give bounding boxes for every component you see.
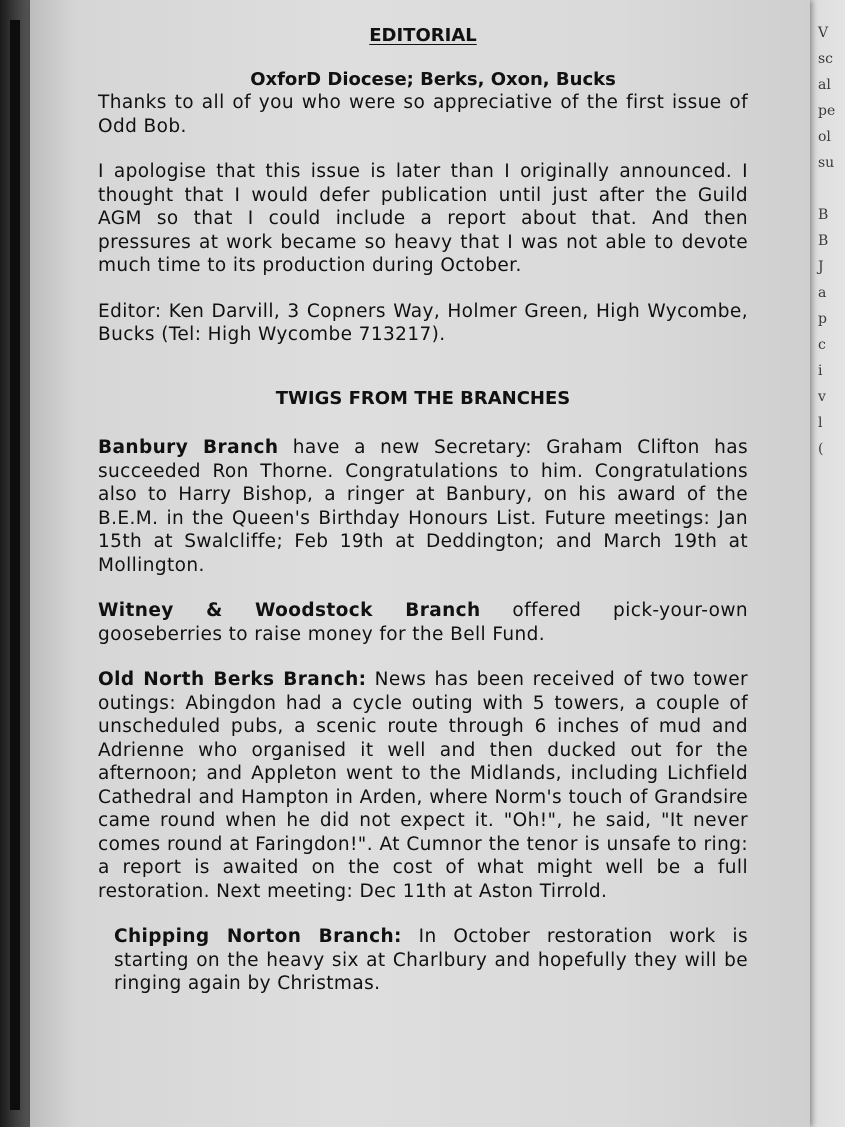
branch-item-witney bbox=[98, 599, 748, 646]
newsletter-page bbox=[30, 0, 810, 1127]
branch-text: offered pick-your-own gooseberries to raise money for the Bell Fund. bbox=[98, 600, 748, 645]
show-through-watermark bbox=[80, 1000, 97, 1046]
editorial-paragraph-1: Thanks to all of you who were so appreciative of the first issue of Odd Bob. bbox=[98, 92, 748, 137]
adjacent-page-text: V sc al pe ol su B B J a p c i v l ( bbox=[818, 25, 836, 457]
binding-spine bbox=[10, 20, 20, 1110]
branch-text: News has been received of two tower outings: Abingdon had a cycle outing with 5 towers, a couple of unscheduled pubs, a scenic route through 6 inches of mud and Adrienne who organised it well and then ducked out for the afternoon; and Appleton went to the Midlands, including Lichfield Cathedral and Hampton in Arden, where Norm's touch of Grandsire came round when he did not expect it. "Oh!", he said, "It never comes round at Faringdon!". At Cumnor the tenor is unsafe to ring: a report is awaited on the cost of what might well be a full restoration. Next meeting: Dec 11th at Aston Tirrold. bbox=[98, 669, 748, 902]
branch-name: Old North Berks Branch: bbox=[98, 669, 367, 690]
branch-name: Witney & Woodstock Branch bbox=[98, 600, 481, 621]
twigs-section-title: TWIGS FROM THE BRANCHES bbox=[275, 387, 571, 409]
branch-name: Chipping Norton Branch: bbox=[114, 926, 402, 947]
branch-text: have a new Secretary: Graham Clifton has succeeded Ron Thorne. Congratulations to him. Congratulations also to Harry Bishop, a ringer at Banbury, on his award of the B.E.M. in the Queen's Birthday Honours List. Future meetings: Jan 15th at Swalcliffe; Feb 19th at Deddington; and March 19th at Mollington. bbox=[98, 437, 748, 576]
branch-text: In October restoration work is starting on the heavy six at Charlbury and hopefully they will be ringing again by Christmas. bbox=[114, 926, 748, 994]
page-content bbox=[98, 24, 748, 1018]
branch-item-old-north-berks bbox=[98, 668, 748, 903]
editorial-contact: Editor: Ken Darvill, 3 Copners Way, Holmer Green, High Wycombe, Bucks (Tel: High Wycombe 713217). bbox=[98, 300, 748, 345]
branch-name: Banbury Branch bbox=[98, 437, 279, 458]
branch-item-chipping-norton bbox=[98, 925, 748, 996]
editorial-paragraph-2: I apologise that this issue is later than I originally announced. I thought that I would defer publication until just after the Guild AGM so that I could include a report about that. And then pressures at work became so heavy that I was not able to devote much time to its production during October. bbox=[98, 161, 748, 276]
editorial-title: EDITORIAL bbox=[369, 25, 477, 46]
branch-item-banbury bbox=[98, 436, 748, 577]
diocese-subtitle: OxforD Diocese; Berks, Oxon, Bucks bbox=[250, 68, 616, 90]
